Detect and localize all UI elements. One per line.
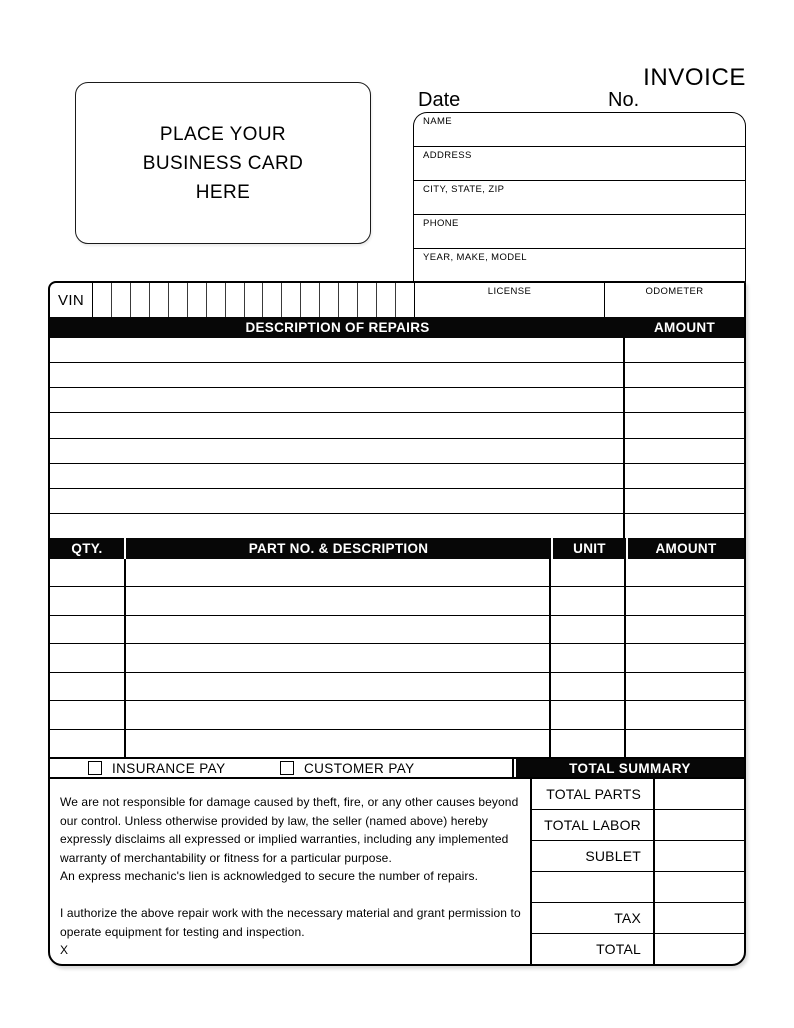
vin-char-box[interactable] xyxy=(131,283,150,317)
table-row xyxy=(532,779,744,809)
part-unit-cell[interactable] xyxy=(551,587,626,614)
disclaimer-line xyxy=(60,886,522,905)
disclaimer-text xyxy=(50,779,532,964)
part-amount-cell[interactable] xyxy=(626,616,744,643)
sublet-label: SUBLET xyxy=(532,841,655,871)
repair-amount-cell[interactable] xyxy=(625,338,744,362)
vin-char-box[interactable] xyxy=(93,283,112,317)
business-card-placeholder xyxy=(75,82,371,244)
part-description-cell[interactable] xyxy=(126,587,551,614)
vin-char-box[interactable] xyxy=(245,283,264,317)
business-card-line: HERE xyxy=(195,181,251,203)
bottom-section xyxy=(50,777,744,964)
disclaimer-line: expressly disclaims all expressed or implied warranties, including any implemented xyxy=(60,832,509,846)
total-summary-header: TOTAL SUMMARY xyxy=(516,759,744,777)
date-label: Date xyxy=(418,89,461,111)
table-row xyxy=(50,700,744,728)
repair-description-cell[interactable] xyxy=(50,439,625,463)
table-row xyxy=(50,387,744,412)
license-label: LICENSE xyxy=(487,286,532,297)
total-summary-table xyxy=(532,779,744,964)
table-row xyxy=(532,933,744,964)
disclaimer-line: our control. Unless otherwise provided by law, the seller (named above) hereby xyxy=(60,813,489,828)
business-card-line: PLACE YOUR xyxy=(159,123,287,145)
blank-summary-label xyxy=(532,872,655,902)
total-parts-value[interactable] xyxy=(655,779,744,809)
signature-line[interactable]: X xyxy=(60,943,69,957)
blank-summary-value[interactable] xyxy=(655,872,744,902)
vin-char-box[interactable] xyxy=(358,283,377,317)
part-unit-cell[interactable] xyxy=(551,673,626,700)
disclaimer-line: operate equipment for testing and inspection. xyxy=(60,924,305,939)
vin-input-boxes xyxy=(93,283,415,317)
total-value[interactable] xyxy=(655,934,744,964)
part-unit-cell[interactable] xyxy=(551,701,626,728)
part-qty-cell[interactable] xyxy=(50,587,126,614)
repair-description-cell[interactable] xyxy=(50,514,625,538)
part-qty-cell[interactable] xyxy=(50,673,126,700)
table-row xyxy=(50,672,744,700)
odometer-label: ODOMETER xyxy=(645,286,704,297)
part-amount-cell[interactable] xyxy=(626,587,744,614)
repair-description-cell[interactable] xyxy=(50,464,625,488)
vin-label: VIN xyxy=(50,283,93,317)
table-row xyxy=(50,513,744,538)
repairs-amount-header: AMOUNT xyxy=(653,320,716,335)
invoice-body xyxy=(48,281,746,966)
repair-description-cell[interactable] xyxy=(50,388,625,412)
disclaimer-line: warranty of merchantability or fitness for a particular purpose. xyxy=(60,850,392,865)
part-description-cell[interactable] xyxy=(126,673,551,700)
license-field[interactable] xyxy=(415,283,605,317)
table-row xyxy=(532,809,744,840)
tax-label: TAX xyxy=(532,903,655,933)
table-row xyxy=(50,362,744,387)
part-unit-cell[interactable] xyxy=(551,644,626,671)
part-description-cell[interactable] xyxy=(126,559,551,586)
total-parts-label: TOTAL PARTS xyxy=(532,779,655,809)
part-description-cell[interactable] xyxy=(126,616,551,643)
total-label: TOTAL xyxy=(532,934,655,964)
phone-label: PHONE xyxy=(423,218,459,229)
vin-char-box[interactable] xyxy=(226,283,245,317)
table-row xyxy=(532,871,744,902)
customer-info-box xyxy=(413,112,746,282)
disclaimer-line: I authorize the above repair work with the necessary material and grant permission to xyxy=(60,906,521,920)
repair-amount-cell[interactable] xyxy=(625,464,744,488)
vin-char-box[interactable] xyxy=(112,283,131,317)
address-label: ADDRESS xyxy=(423,150,472,161)
vin-char-box[interactable] xyxy=(169,283,188,317)
unit-header: UNIT xyxy=(553,538,626,559)
disclaimer-line: We are not responsible for damage caused by theft, fire, or any other causes beyond xyxy=(60,795,519,809)
invoice-no-label: No. xyxy=(608,89,640,111)
table-row xyxy=(50,586,744,614)
repair-description-cell[interactable] xyxy=(50,489,625,513)
part-description-cell[interactable] xyxy=(126,701,551,728)
customer-pay-checkbox[interactable] xyxy=(280,761,294,775)
part-qty-cell[interactable] xyxy=(50,616,126,643)
repair-amount-cell[interactable] xyxy=(625,363,744,387)
part-amount-cell[interactable] xyxy=(626,730,744,757)
part-qty-cell[interactable] xyxy=(50,701,126,728)
insurance-pay-label: INSURANCE PAY xyxy=(112,761,226,776)
repairs-description-header: DESCRIPTION OF REPAIRS xyxy=(245,320,430,335)
vehicle-row xyxy=(50,283,744,317)
parts-amount-header: AMOUNT xyxy=(628,538,744,559)
parts-table xyxy=(50,559,744,757)
repair-amount-cell[interactable] xyxy=(625,388,744,412)
repair-amount-cell[interactable] xyxy=(625,489,744,513)
name-field[interactable] xyxy=(414,113,745,146)
year-make-model-field[interactable] xyxy=(414,248,745,282)
table-row xyxy=(50,338,744,362)
part-qty-cell[interactable] xyxy=(50,559,126,586)
part-amount-cell[interactable] xyxy=(626,644,744,671)
table-row xyxy=(532,902,744,933)
vin-char-box[interactable] xyxy=(282,283,301,317)
business-card-line: BUSINESS CARD xyxy=(142,152,304,174)
part-description-header: PART NO. & DESCRIPTION xyxy=(126,538,551,559)
city-state-zip-label: CITY, STATE, ZIP xyxy=(423,184,505,195)
odometer-field[interactable] xyxy=(605,283,744,317)
disclaimer-line: An express mechanic's lien is acknowledged to secure the number of repairs. xyxy=(60,869,479,883)
table-row xyxy=(50,463,744,488)
total-labor-value[interactable] xyxy=(655,810,744,840)
part-qty-cell[interactable] xyxy=(50,644,126,671)
parts-header-bar xyxy=(50,538,744,559)
table-row xyxy=(50,488,744,513)
vin-char-box[interactable] xyxy=(301,283,320,317)
part-unit-cell[interactable] xyxy=(551,616,626,643)
table-row xyxy=(50,412,744,437)
part-amount-cell[interactable] xyxy=(626,673,744,700)
table-row xyxy=(50,438,744,463)
repairs-table xyxy=(50,338,744,538)
name-label: NAME xyxy=(423,116,453,127)
repair-amount-cell[interactable] xyxy=(625,439,744,463)
invoice-no-field[interactable] xyxy=(648,92,744,110)
city-state-zip-field[interactable] xyxy=(414,180,745,214)
part-description-cell[interactable] xyxy=(126,644,551,671)
repair-description-cell[interactable] xyxy=(50,338,625,362)
tax-value[interactable] xyxy=(655,903,744,933)
table-row xyxy=(50,615,744,643)
repairs-header-bar xyxy=(50,317,744,338)
part-unit-cell[interactable] xyxy=(551,730,626,757)
vin-char-box[interactable] xyxy=(396,283,414,317)
customer-pay-label: CUSTOMER PAY xyxy=(304,761,415,776)
page-title: INVOICE xyxy=(643,64,746,91)
phone-field[interactable] xyxy=(414,214,745,248)
repair-amount-cell[interactable] xyxy=(625,413,744,437)
part-amount-cell[interactable] xyxy=(626,559,744,586)
repair-description-cell[interactable] xyxy=(50,363,625,387)
sublet-value[interactable] xyxy=(655,841,744,871)
table-row xyxy=(50,729,744,757)
vin-char-box[interactable] xyxy=(377,283,396,317)
vin-char-box[interactable] xyxy=(263,283,282,317)
vin-char-box[interactable] xyxy=(207,283,226,317)
part-description-cell[interactable] xyxy=(126,730,551,757)
part-unit-cell[interactable] xyxy=(551,559,626,586)
part-qty-cell[interactable] xyxy=(50,730,126,757)
insurance-pay-checkbox[interactable] xyxy=(88,761,102,775)
vin-char-box[interactable] xyxy=(188,283,207,317)
date-field[interactable] xyxy=(464,92,596,110)
table-row xyxy=(50,643,744,671)
repair-description-cell[interactable] xyxy=(50,413,625,437)
vin-char-box[interactable] xyxy=(339,283,358,317)
vin-char-box[interactable] xyxy=(150,283,169,317)
qty-header: QTY. xyxy=(50,538,124,559)
total-labor-label: TOTAL LABOR xyxy=(532,810,655,840)
table-row xyxy=(532,840,744,871)
address-field[interactable] xyxy=(414,146,745,180)
year-make-model-label: YEAR, MAKE, MODEL xyxy=(423,252,527,263)
payment-options-cell xyxy=(50,759,514,777)
payment-options-row xyxy=(50,757,744,777)
table-row xyxy=(50,559,744,586)
vin-char-box[interactable] xyxy=(320,283,339,317)
repair-amount-cell[interactable] xyxy=(625,514,744,538)
part-amount-cell[interactable] xyxy=(626,701,744,728)
